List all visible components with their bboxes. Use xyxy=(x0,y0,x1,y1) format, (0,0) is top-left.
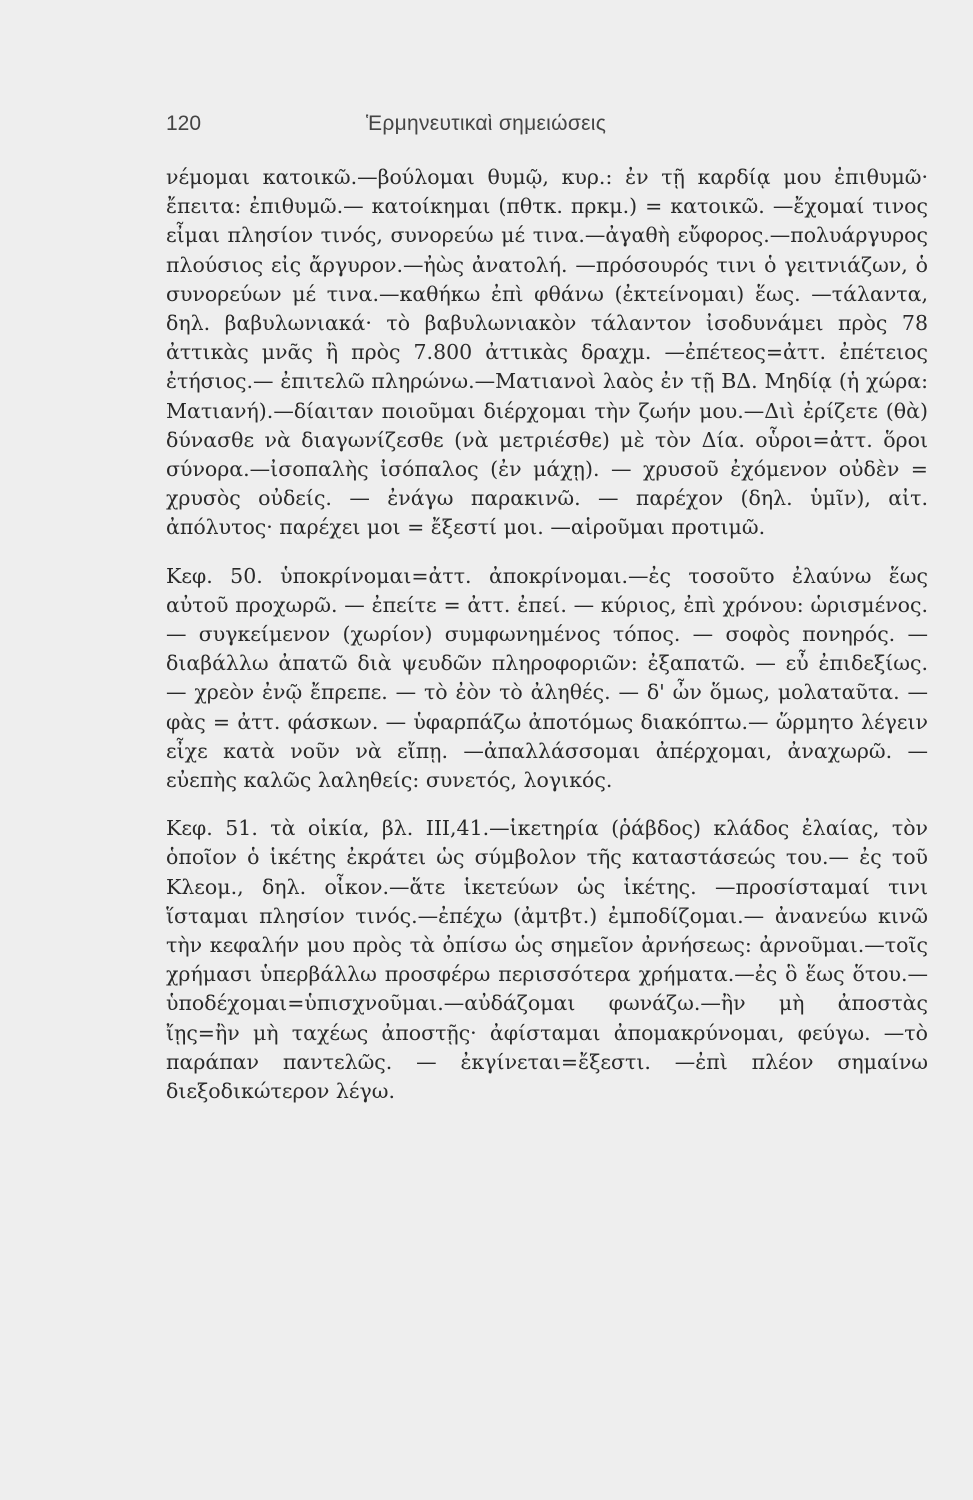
running-title: Ἑρμηνευτικαὶ σημειώσεις xyxy=(366,112,607,135)
paragraph-notes-continuation: νέμομαι κατοικῶ.—βούλομαι θυμῷ, κυρ.: ἐν τῇ καρδίᾳ μου ἐπιθυμῶ· ἔπειτα: ἐπιθυμῶ.— κατοίκημαι (πθτκ. πρκμ.) = κατοικῶ. —ἔχομαί τινος εἶμαι πλησίον τινός, συνορεύω μέ τινα.—ἀγαθὴ εὔφορος.—πολυάργυρος πλούσιος εἰς ἄργυρον.—ἠὼς ἀνατολή. —πρόσουρός τινι ὁ γειτνιάζων, ὁ συνορεύων μέ τινα.—καθήκω ἐπὶ φθάνω (ἐκτείνομαι) ἕως. —τάλαντα, δηλ. βαβυλωνιακά· τὸ βαβυλωνιακὸν τάλαντον ἰσοδυνάμει πρὸς 78 ἀττικὰς μνᾶς ἢ πρὸς 7.800 ἀττικὰς δραχμ. —ἐπέτεος=ἀττ. ἐπέτειος ἐτήσιος.— ἐπιτελῶ πληρώνω.—Ματιανοὶ λαὸς ἐν τῇ ΒΔ. Μηδίᾳ (ἡ χώρα: Ματιανή).—δίαιταν ποιοῦμαι διέρχομαι τὴν ζωήν μου.—Διὶ ἐρίζετε (θὰ) δύνασθε νὰ διαγωνίζεσθε (νὰ μετριέσθε) μὲ τὸν Δία. οὗροι=ἀττ. ὅροι σύνορα.—ἰσοπαλὴς ἰσόπαλος (ἐν μάχῃ). — χρυσοῦ ἐχόμενον οὐδὲν = χρυσὸς οὐδείς. — ἐνάγω παρακινῶ. — παρέχον (δηλ. ὑμῖν), αἰτ. ἀπόλυτος· παρέχει μοι = ἔξεστί μοι. —αἱροῦμαι προτιμῶ. xyxy=(166,165,928,540)
page-number: 120 xyxy=(166,112,202,135)
paragraph-chapter-51: Κεφ. 51. τὰ οἰκία, βλ. ΙΙΙ,41.—ἱκετηρία (ῥάβδος) κλάδος ἐλαίας, τὸν ὁποῖον ὁ ἱκέτης ἐκράτει ὡς σύμβολον τῆς καταστάσεώς του.— ἐς τοῦ Κλεομ., δηλ. οἶκον.—ἅτε ἱκετεύων ὡς ἱκέτης. —προσίσταμαί τινι ἵσταμαι πλησίον τινός.—ἐπέχω (ἀμτβτ.) ἐμποδίζομαι.— ἀνανεύω κινῶ τὴν κεφαλήν μου πρὸς τὰ ὀπίσω ὡς σημεῖον ἀρνήσεως: ἀρνοῦμαι.—τοῖς χρήμασι ὑπερβάλλω προσφέρω περισσότερα χρήματα.—ἐς ὃ ἕως ὅτου.—ὑποδέχομαι=ὑπισχνοῦμαι.—αὐδάζομαι φωνάζω.—ἢν μὴ ἀποστὰς ἴῃς=ἢν μὴ ταχέως ἀποστῇς· ἀφίσταμαι ἀπομακρύνομαι, φεύγω. —τὸ παράπαν παντελῶς. — ἐκγίνεται=ἔξεστι. —ἐπὶ πλέον σημαίνω διεξοδικώτερον λέγω. xyxy=(166,816,928,1104)
page-header xyxy=(166,112,826,146)
paragraph-chapter-50: Κεφ. 50. ὑποκρίνομαι=ἀττ. ἀποκρίνομαι.—ἐς τοσοῦτο ἐλαύνω ἕως αὐτοῦ προχωρῶ. — ἐπείτε = ἀττ. ἐπεί. — κύριος, ἐπὶ χρόνου: ὡρισμένος. — συγκείμενον (χωρίον) συμφωνημένος τόπος. — σοφὸς πονηρός. — διαβάλλω ἀπατῶ διὰ ψευδῶν πληροφοριῶν: ἐξαπατῶ. — εὖ ἐπιδεξίως. — χρεὸν ἐνῷ ἔπρεπε. — τὸ ἐὸν τὸ ἀληθές. — δ' ὦν ὅμως, μολαταῦτα. — φὰς = ἀττ. φάσκων. — ὑφαρπάζω ἀποτόμως διακόπτω.— ὥρμητο λέγειν εἶχε κατὰ νοῦν νὰ εἴπῃ. —ἀπαλλάσσομαι ἀπέρχομαι, ἀναχωρῶ. — εὐεπὴς καλῶς λαληθείς: συνετός, λογικός. xyxy=(166,563,928,793)
body-text xyxy=(166,163,928,1106)
